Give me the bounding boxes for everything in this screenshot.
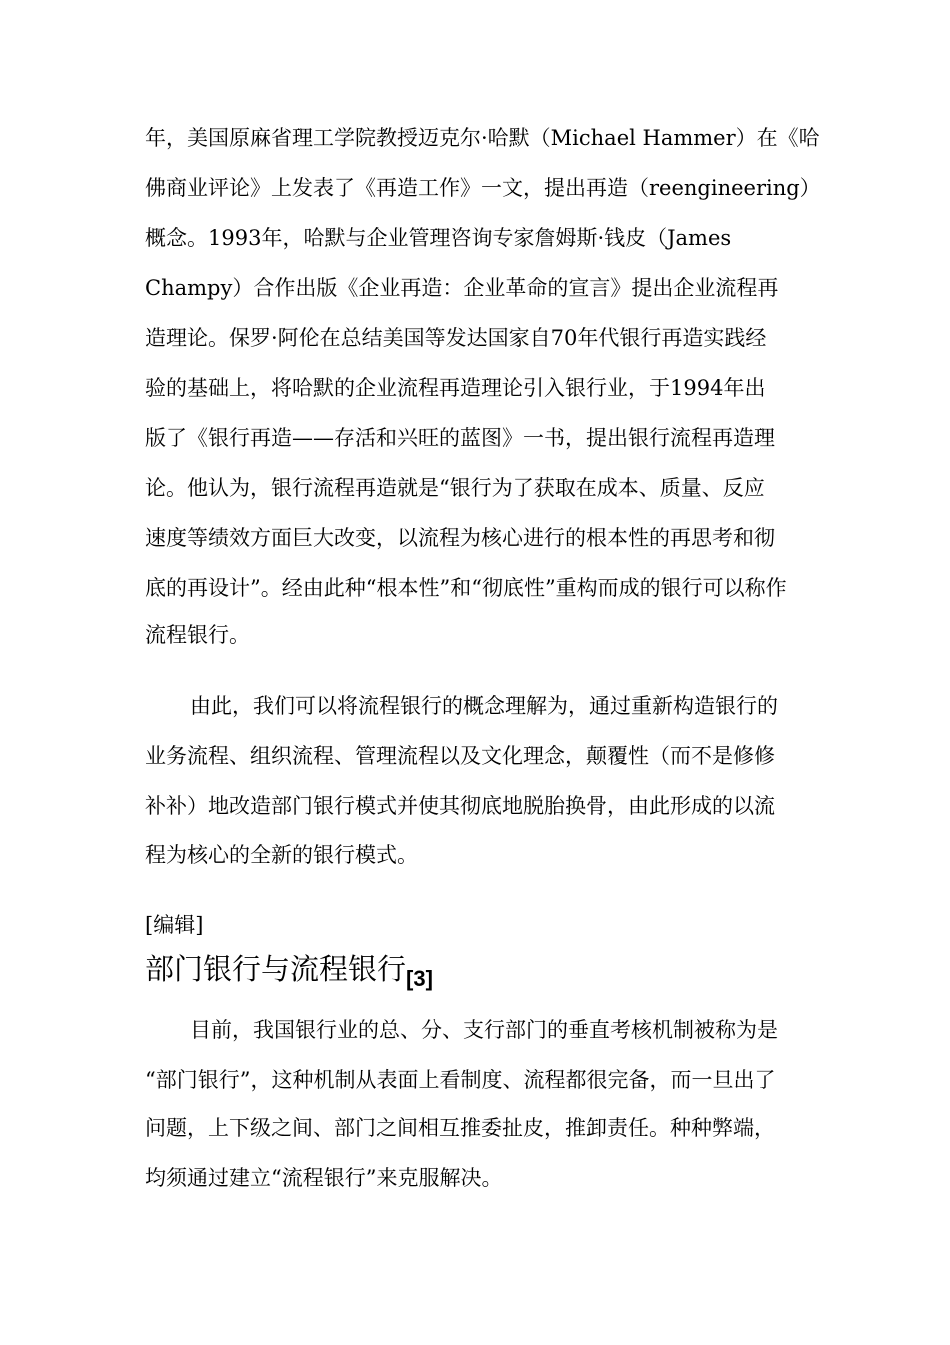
text-line: 程为核心的全新的银行模式。 <box>145 843 418 867</box>
text-line: “部门银行”，这种机制从表面上看制度、流程都很完备，而一旦出了 <box>145 1068 776 1092</box>
text-line: Champy）合作出版《企业再造：企业革命的宣言》提出企业流程再 <box>145 276 779 300</box>
text-line: 佛商业评论》上发表了《再造工作》一文，提出再造（reengineering） <box>145 176 821 200</box>
text-line: 问题，上下级之间、部门之间相互推委扯皮，推卸责任。种种弊端， <box>145 1116 775 1140</box>
text-line: 业务流程、组织流程、管理流程以及文化理念，颠覆性（而不是修修 <box>145 744 775 768</box>
text-line: 流程银行。 <box>145 623 250 647</box>
text-line: 论。他认为，银行流程再造就是“银行为了获取在成本、质量、反应 <box>145 476 765 500</box>
text-line: 速度等绩效方面巨大改变，以流程为核心进行的根本性的再思考和彻 <box>145 526 775 550</box>
text-line: 年，美国原麻省理工学院教授迈克尔·哈默（Michael Hammer）在《哈 <box>145 126 820 150</box>
section-heading-text: 部门银行与流程银行 <box>145 952 407 986</box>
text-line: 均须通过建立“流程银行”来克服解决。 <box>145 1166 503 1190</box>
text-line: 目前，我国银行业的总、分、支行部门的垂直考核机制被称为是 <box>190 1018 778 1042</box>
text-line: 由此，我们可以将流程银行的概念理解为，通过重新构造银行的 <box>190 694 778 718</box>
section-heading <box>145 949 433 992</box>
text-line: 补补）地改造部门银行模式并使其彻底地脱胎换骨，由此形成的以流 <box>145 794 775 818</box>
text-line: 底的再设计”。经由此种“根本性”和“彻底性”重构而成的银行可以称作 <box>145 576 787 600</box>
text-line: 概念。1993年，哈默与企业管理咨询专家詹姆斯·钱皮（James <box>145 226 732 250</box>
text-line: 验的基础上，将哈默的企业流程再造理论引入银行业，于1994年出 <box>145 376 766 400</box>
text-line: 版了《银行再造——存活和兴旺的蓝图》一书，提出银行流程再造理 <box>145 426 775 450</box>
text-line: 造理论。保罗·阿伦在总结美国等发达国家自70年代银行再造实践经 <box>145 326 767 350</box>
edit-section-link[interactable]: [编辑] <box>145 913 204 937</box>
reference-link[interactable]: [3] <box>406 966 433 991</box>
